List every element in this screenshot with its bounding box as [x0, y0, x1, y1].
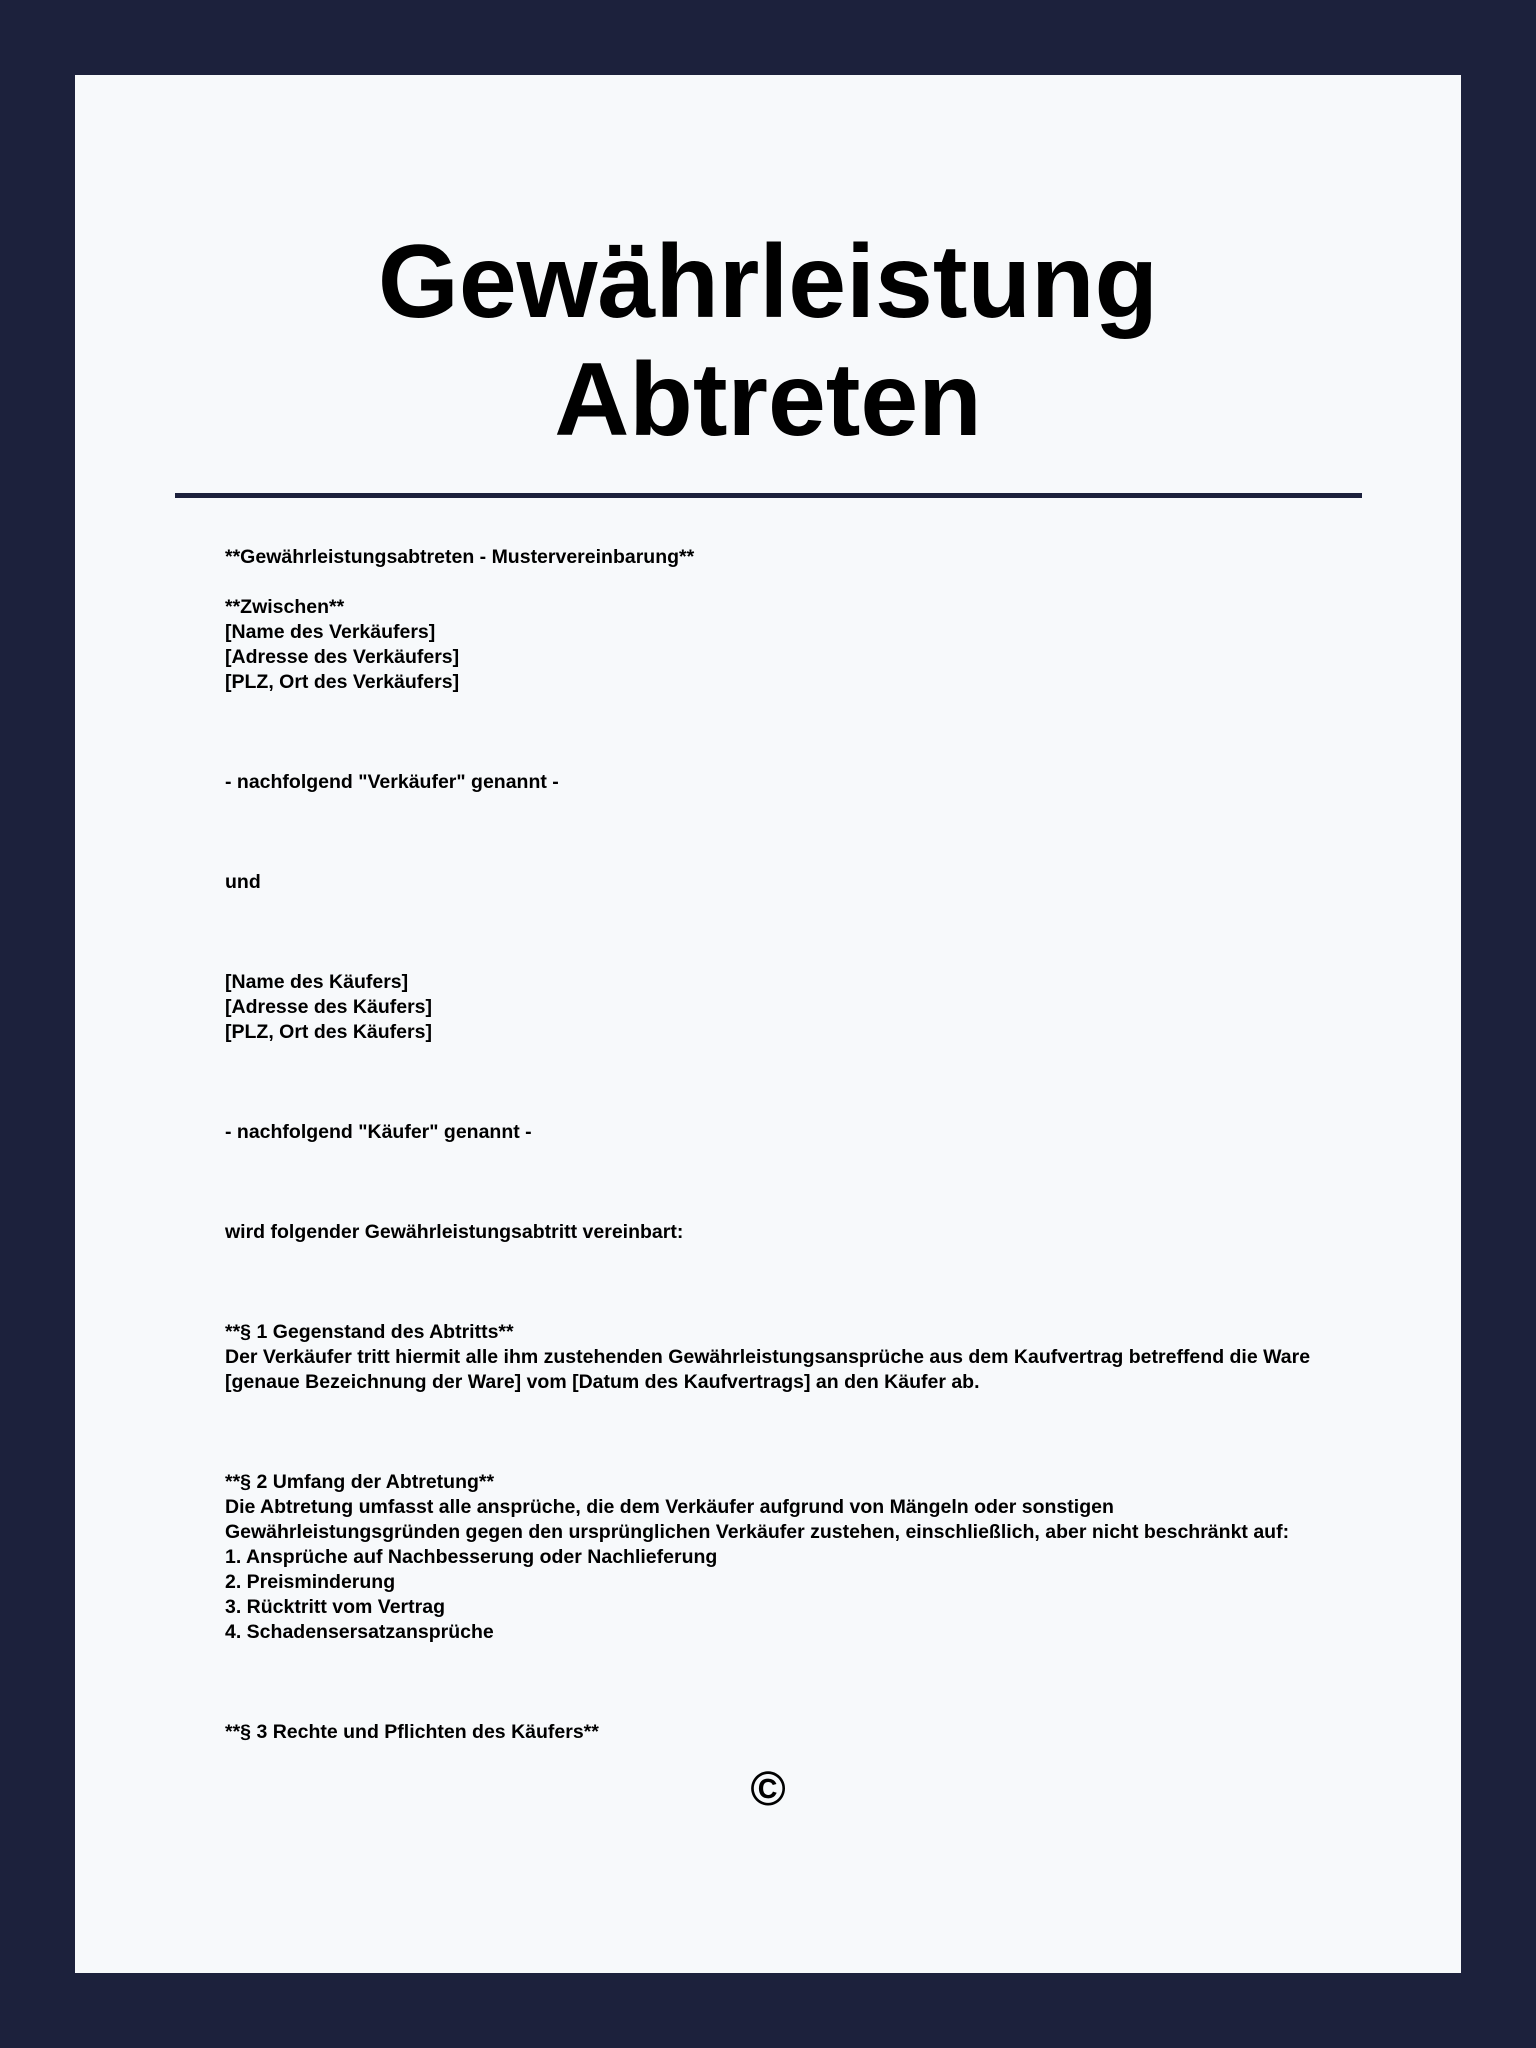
document-title — [75, 223, 1461, 459]
document-page — [75, 75, 1461, 1973]
document-title-line-2: Abtreten — [554, 342, 982, 458]
document-body-text: **Gewährleistungsabtreten - Mustervereinbarung** **Zwischen** [Name des Verkäufers] [Adresse des Verkäufers] [PLZ, Ort des Verkäufers] - nachfolgend "Verkäufer" genannt - und [Name des Käufers] [Adresse des Käufers] [PLZ, Ort des Käufers] - nachfolgend "Käufer" genannt - wird folgender Gewährleistungsabtritt vereinbart: **§ 1 Gegenstand des Abtritts** Der Verkäufer tritt hiermit alle ihm zustehenden Gewährleistungsansprüche aus dem Kaufvertrag betreffend die Ware [genaue Bezeichnung der Ware] vom [Datum des Kaufvertrags] an den Käufer ab. **§ 2 Umfang der Abtretung** Die Abtretung umfasst alle ansprüche, die dem Verkäufer aufgrund von Mängeln oder sonstigen Gewährleistungsgründen gegen den ursprünglichen Verkäufer zustehen, einschließlich, aber nicht beschränkt auf: 1. Ansprüche auf Nachbesserung oder Nachlieferung 2. Preisminderung 3. Rücktritt vom Vertrag 4. Schadensersatzansprüche **§ 3 Rechte und Pflichten des Käufers** — [225, 546, 1311, 1743]
title-divider — [175, 493, 1362, 498]
document-title-line-1: Gewährleistung — [377, 224, 1159, 340]
copyright-icon: © — [750, 1763, 786, 1816]
